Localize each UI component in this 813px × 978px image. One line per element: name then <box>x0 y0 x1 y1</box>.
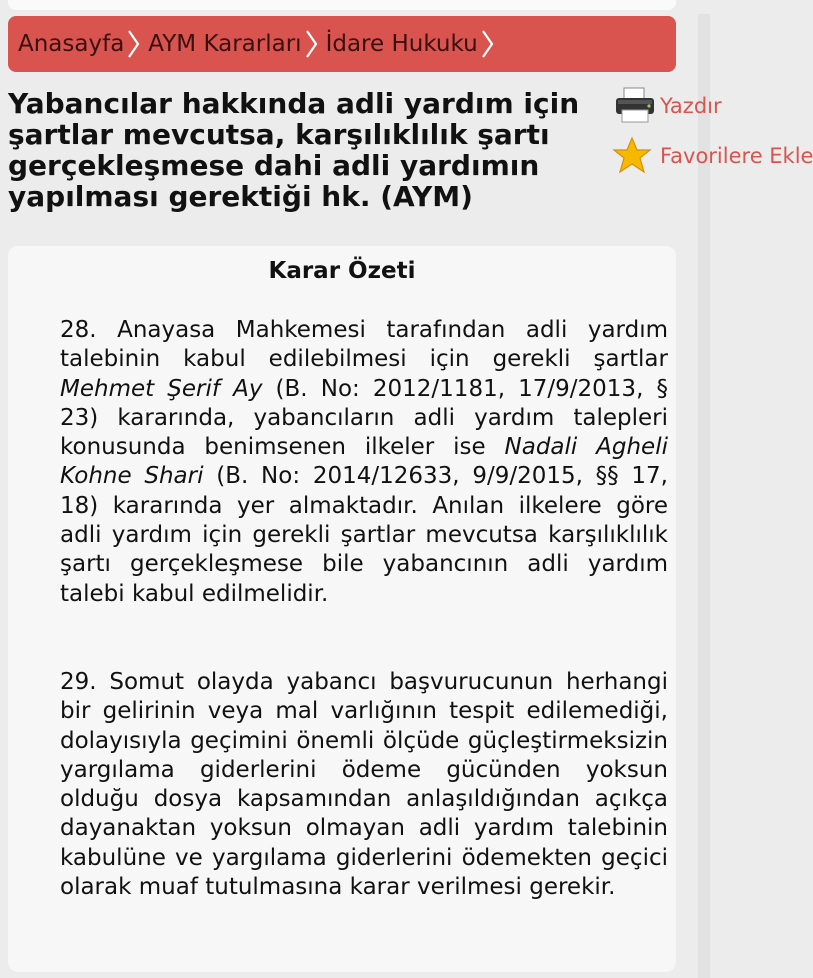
favorite-label: Favorilere Ekle <box>660 144 813 168</box>
case-name: Nadali Agheli Kohne Shari <box>60 434 668 490</box>
decision-summary <box>8 246 676 972</box>
breadcrumb-link-home[interactable]: Anasayfa <box>18 31 125 57</box>
chevron-right-icon <box>482 29 494 59</box>
summary-paragraph-28 <box>60 316 668 609</box>
breadcrumb-item-aym[interactable] <box>148 29 325 59</box>
summary-paragraph-29: 29. Somut olayda yabancı başvurucunun herhangi bir gelirinin veya mal varlığının tespit edilemediği, dolayısıyla geçimini önemli ölçüde güçleştirmeksizin yargılama giderlerini ödeme gücünden yoksun olduğu dosya kapsamından anlaşıldığından açıkça dayanaktan yoksun olmayan adli yardım talebinin kabulüne ve yargılama giderlerini ödemekten geçici olarak muaf tutulmasına karar verilmesi gerekir. <box>60 669 668 901</box>
chevron-right-icon <box>306 29 318 59</box>
top-panel-edge <box>8 0 676 10</box>
breadcrumb-item-idare[interactable] <box>326 29 502 59</box>
breadcrumb-link-aym[interactable]: AYM Kararları <box>148 31 302 57</box>
printer-icon <box>612 86 660 126</box>
summary-heading: Karar Özeti <box>268 258 416 284</box>
breadcrumb-link-idare[interactable]: İdare Hukuku <box>325 31 478 57</box>
paragraph-text: (B. No: 2014/12633, 9/9/2015, §§ 17, 18) kararında yer almaktadır. Anılan ilkelere göre adli yardım için gerekli şartlar mevcutsa karşılıklılık şartı gerçekleşmese bile yabancının adli yardım talebi kabul edilmelidir. <box>60 463 668 607</box>
case-name: Mehmet Şerif Ay <box>60 375 263 402</box>
chevron-right-icon <box>128 29 140 59</box>
paragraph-text: (B. No: 2012/1181, 17/9/2013, § 23) kararında, yabancıların adli yardım talepleri konusunda benimsenen ilkeler ise <box>60 375 669 461</box>
print-button[interactable] <box>612 86 722 126</box>
paragraph-text: 28. Anayasa Mahkemesi tarafından adli yardım talebinin kabul edilebilmesi için gerekli şartlar <box>60 317 668 373</box>
print-label: Yazdır <box>660 94 722 118</box>
page-title: Yabancılar hakkında adli yardım için şartlar mevcutsa, karşılıklılık şartı gerçekleşmese dahi adli yardımın yapılması gerektiği hk. (AYM) <box>8 87 580 213</box>
breadcrumb-item-home[interactable] <box>18 29 148 59</box>
star-icon <box>612 136 660 176</box>
breadcrumb <box>8 16 676 72</box>
favorite-button[interactable] <box>612 136 813 176</box>
article-actions <box>612 86 813 186</box>
